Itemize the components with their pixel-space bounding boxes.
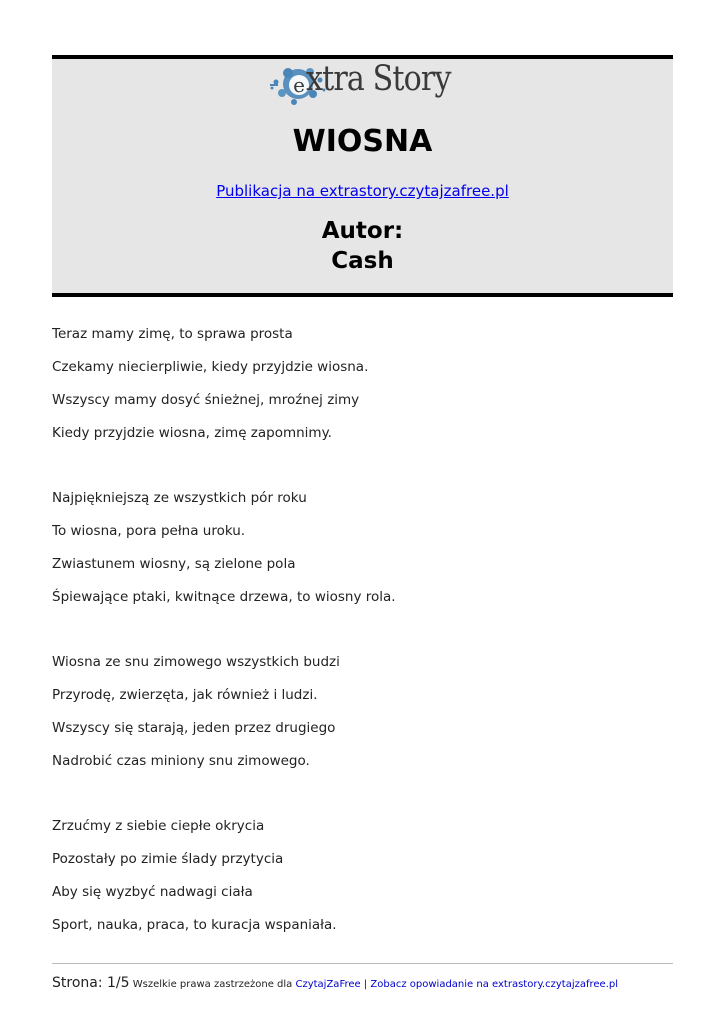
svg-text:e: e bbox=[293, 73, 305, 97]
author-label: Autor: bbox=[321, 218, 404, 244]
rights-text: Wszelkie prawa zastrzeżone dla bbox=[132, 979, 293, 990]
footer-divider bbox=[52, 963, 673, 964]
poem-line: Wszyscy mamy dosyć śnieżnej, mroźnej zimy bbox=[52, 392, 360, 408]
poem-line: Pozostały po zimie ślady przytycia bbox=[52, 851, 284, 867]
poem-line: Czekamy niecierpliwie, kiedy przyjdzie wiosna. bbox=[52, 359, 369, 375]
stanza bbox=[52, 489, 673, 621]
poem-line: Sport, nauka, praca, to kuracja wspaniała. bbox=[52, 917, 337, 933]
poem-line: Śpiewające ptaki, kwitnące drzewa, to wiosny rola. bbox=[52, 589, 396, 605]
page-number: Strona: 1/5 bbox=[52, 975, 130, 991]
poem-line: Nadrobić czas miniony snu zimowego. bbox=[52, 753, 310, 769]
poem-line: Zrzućmy z siebie ciepłe okrycia bbox=[52, 818, 265, 834]
page-footer bbox=[52, 975, 692, 991]
footer-separator: | bbox=[363, 979, 368, 990]
poem-line: Wszyscy się starają, jeden przez drugiego bbox=[52, 720, 336, 736]
author-name: Cash bbox=[331, 248, 394, 274]
story-link[interactable]: Zobacz opowiadanie na extrastory.czytajzafree.pl bbox=[370, 979, 619, 990]
story-title: WIOSNA bbox=[292, 124, 433, 159]
poem-line: Przyrodę, zwierzęta, jak również i ludzi. bbox=[52, 687, 318, 703]
poem-body bbox=[52, 325, 673, 981]
publication-link[interactable]: Publikacja na extrastory.czytajzafree.pl bbox=[216, 182, 509, 200]
czytajzafree-link[interactable]: CzytajZaFree bbox=[295, 979, 361, 990]
stanza bbox=[52, 325, 673, 457]
poem-line: Wiosna ze snu zimowego wszystkich budzi bbox=[52, 654, 340, 670]
poem-line: Aby się wyzbyć nadwagi ciała bbox=[52, 884, 253, 900]
poem-line: Zwiastunem wiosny, są zielone pola bbox=[52, 556, 296, 572]
poem-line: Kiedy przyjdzie wiosna, zimę zapomnimy. bbox=[52, 425, 332, 441]
stanza bbox=[52, 817, 673, 949]
poem-line: Najpiękniejszą ze wszystkich pór roku bbox=[52, 490, 307, 506]
stanza bbox=[52, 653, 673, 785]
poem-line: Teraz mamy zimę, to sprawa prosta bbox=[52, 326, 293, 342]
poem-line: To wiosna, pora pełna uroku. bbox=[52, 523, 246, 539]
logo-wordmark: xtra Story bbox=[306, 59, 451, 99]
